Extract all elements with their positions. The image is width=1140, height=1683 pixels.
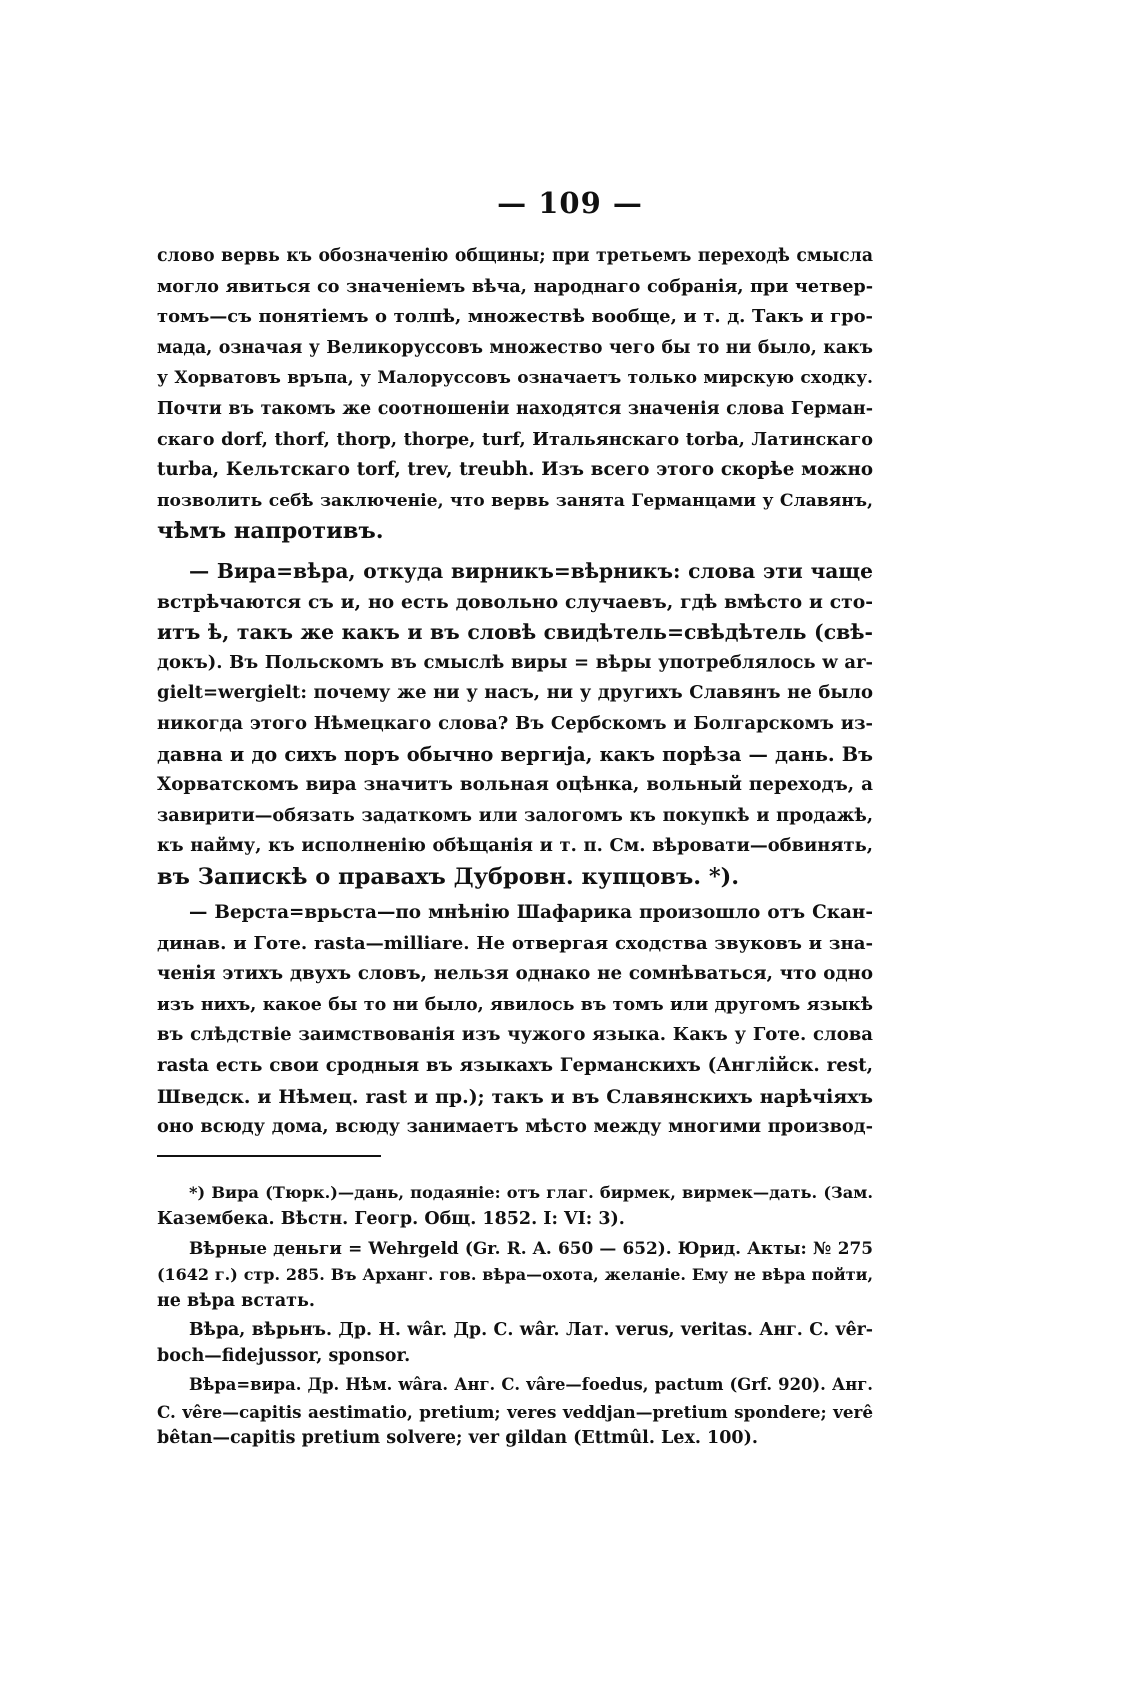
text-line: слово вервь къ обозначенію общины; при третьемъ переходѣ смысла xyxy=(157,246,873,266)
text-line: gielt=wergielt: почему же ни у насъ, ни у другихъ Славянъ не было xyxy=(157,682,873,704)
footnote xyxy=(157,1372,873,1451)
footnote-line: (1642 г.) стр. 285. Въ Арханг. гов. вѣра—охота, желаніе. Ему не вѣра пойти, xyxy=(157,1264,873,1284)
text-line: въ слѣдствіе заимствованія изъ чужого языка. Какъ у Готе. слова xyxy=(157,1024,873,1046)
text-line: въ Запискѣ о правахъ Дубровн. купцовъ. *). xyxy=(157,863,740,890)
text-line: завирити—обязать задаткомъ или залогомъ къ покупкѣ и продажѣ, xyxy=(157,804,873,826)
text-line: ченія этихъ двухъ словъ, нельзя однако не сомнѣваться, что одно xyxy=(157,963,873,985)
footnote-line: C. vêre—capitis aestimatio, pretium; veres veddjan—pretium spondere; verê xyxy=(157,1401,873,1422)
text-line: томъ—съ понятіемъ о толпѣ, множествѣ вообще, и т. д. Такъ и гро- xyxy=(157,306,873,328)
text-line: никогда этого Нѣмецкаго слова? Въ Сербскомъ и Болгарскомъ из- xyxy=(157,712,873,734)
footnote-line: Вѣра=вира. Др. Нѣм. wâra. Анг. С. vâre—foedus, pactum (Grf. 920). Анг. xyxy=(189,1375,873,1395)
footnote xyxy=(157,1180,873,1232)
text-line: динав. и Готе. rasta—milliare. Не отвергая сходства звуковъ и зна- xyxy=(157,932,873,954)
text-line: оно всюду дома, всюду занимаетъ мѣсто между многими производ- xyxy=(157,1116,873,1138)
text-line: могло явиться со значеніемъ вѣча, народнаго собранія, при четвер- xyxy=(157,275,873,297)
paragraph-3 xyxy=(157,898,873,1143)
text-line: Хорватскомъ вира значитъ вольная оцѣнка, вольный переходъ, а xyxy=(157,774,873,796)
text-line: встрѣчаются съ и, но есть довольно случаевъ, гдѣ вмѣсто и сто- xyxy=(157,590,873,613)
text-line: изъ нихъ, какое бы то ни было, явилось въ томъ или другомъ языкѣ xyxy=(157,994,873,1015)
text-line: Шведск. и Нѣмец. rast и пр.); такъ и въ Славянскихъ нарѣчіяхъ xyxy=(157,1085,873,1108)
footnote-line: *) Вира (Тюрк.)—дань, подаяніе: отъ глаг. бирмек, вирмек—дать. (Зам. xyxy=(189,1183,873,1202)
footnote xyxy=(157,1235,873,1314)
text-line: къ найму, къ исполненію обѣщанія и т. п. См. вѣровати—обвинять, xyxy=(157,835,873,857)
text-line: давна и до сихъ поръ обычно вергија, какъ порѣза — дань. Въ xyxy=(157,742,873,766)
text-line: turba, Кельтскаго torf, trev, treubh. Изъ всего этого скорѣе можно xyxy=(157,459,873,481)
paragraph-2 xyxy=(157,556,873,893)
footnote-line: boch—fidejussor, sponsor. xyxy=(157,1346,411,1367)
text-line: итъ ѣ, такъ же какъ и въ словѣ свидѣтель=свѣдѣтель (свѣ- xyxy=(157,620,873,645)
footnote-line: Вѣра, вѣрьнъ. Др. Н. wâr. Др. С. wâr. Лат. verus, veritas. Анг. С. vêr- xyxy=(189,1320,873,1341)
paragraph-1 xyxy=(157,241,873,547)
text-line: у Хорватовъ връпа, у Малоруссовъ означаетъ только мирскую сходку. xyxy=(157,368,873,389)
text-line: Почти въ такомъ же соотношеніи находятся значенія слова Герман- xyxy=(157,398,873,419)
text-line: скаго dorf, thorf, thorp, thorpe, turf, Итальянскаго torba, Латинскаго xyxy=(157,428,873,450)
footnote-line: Казембека. Вѣстн. Геогр. Общ. 1852. I: VI: 3). xyxy=(157,1209,625,1230)
text-line: rasta есть свои сродныя въ языкахъ Германскихъ (Англійск. rest, xyxy=(157,1054,873,1076)
footnote-line: Вѣрные деньги = Wehrgeld (Gr. R. A. 650 — 652). Юрид. Акты: № 275 xyxy=(189,1238,873,1259)
footnote-divider xyxy=(157,1155,381,1157)
text-line: — Вира=вѣра, откуда вирникъ=вѣрникъ: слова эти чаще xyxy=(189,559,873,583)
text-line: мада, означая у Великоруссовъ множество чего бы то ни было, какъ xyxy=(157,337,873,358)
text-line: чѣмъ напротивъ. xyxy=(157,518,384,545)
page-number: — 109 — xyxy=(497,186,643,220)
footnote xyxy=(157,1317,873,1369)
text-line: позволить себѣ заключеніе, что вервь занята Германцами у Славянъ, xyxy=(157,490,873,511)
footnote-line: не вѣра встать. xyxy=(157,1290,315,1311)
text-line: докъ). Въ Польскомъ въ смыслѣ виры = вѣры употреблялось w ar- xyxy=(157,651,873,673)
text-line: — Верста=врьста—по мнѣнію Шафарика произошло отъ Скан- xyxy=(189,902,873,923)
footnotes xyxy=(157,1180,873,1454)
footnote-line: bêtan—capitis pretium solvere; ver gildan (Ettmûl. Lex. 100). xyxy=(157,1427,758,1448)
